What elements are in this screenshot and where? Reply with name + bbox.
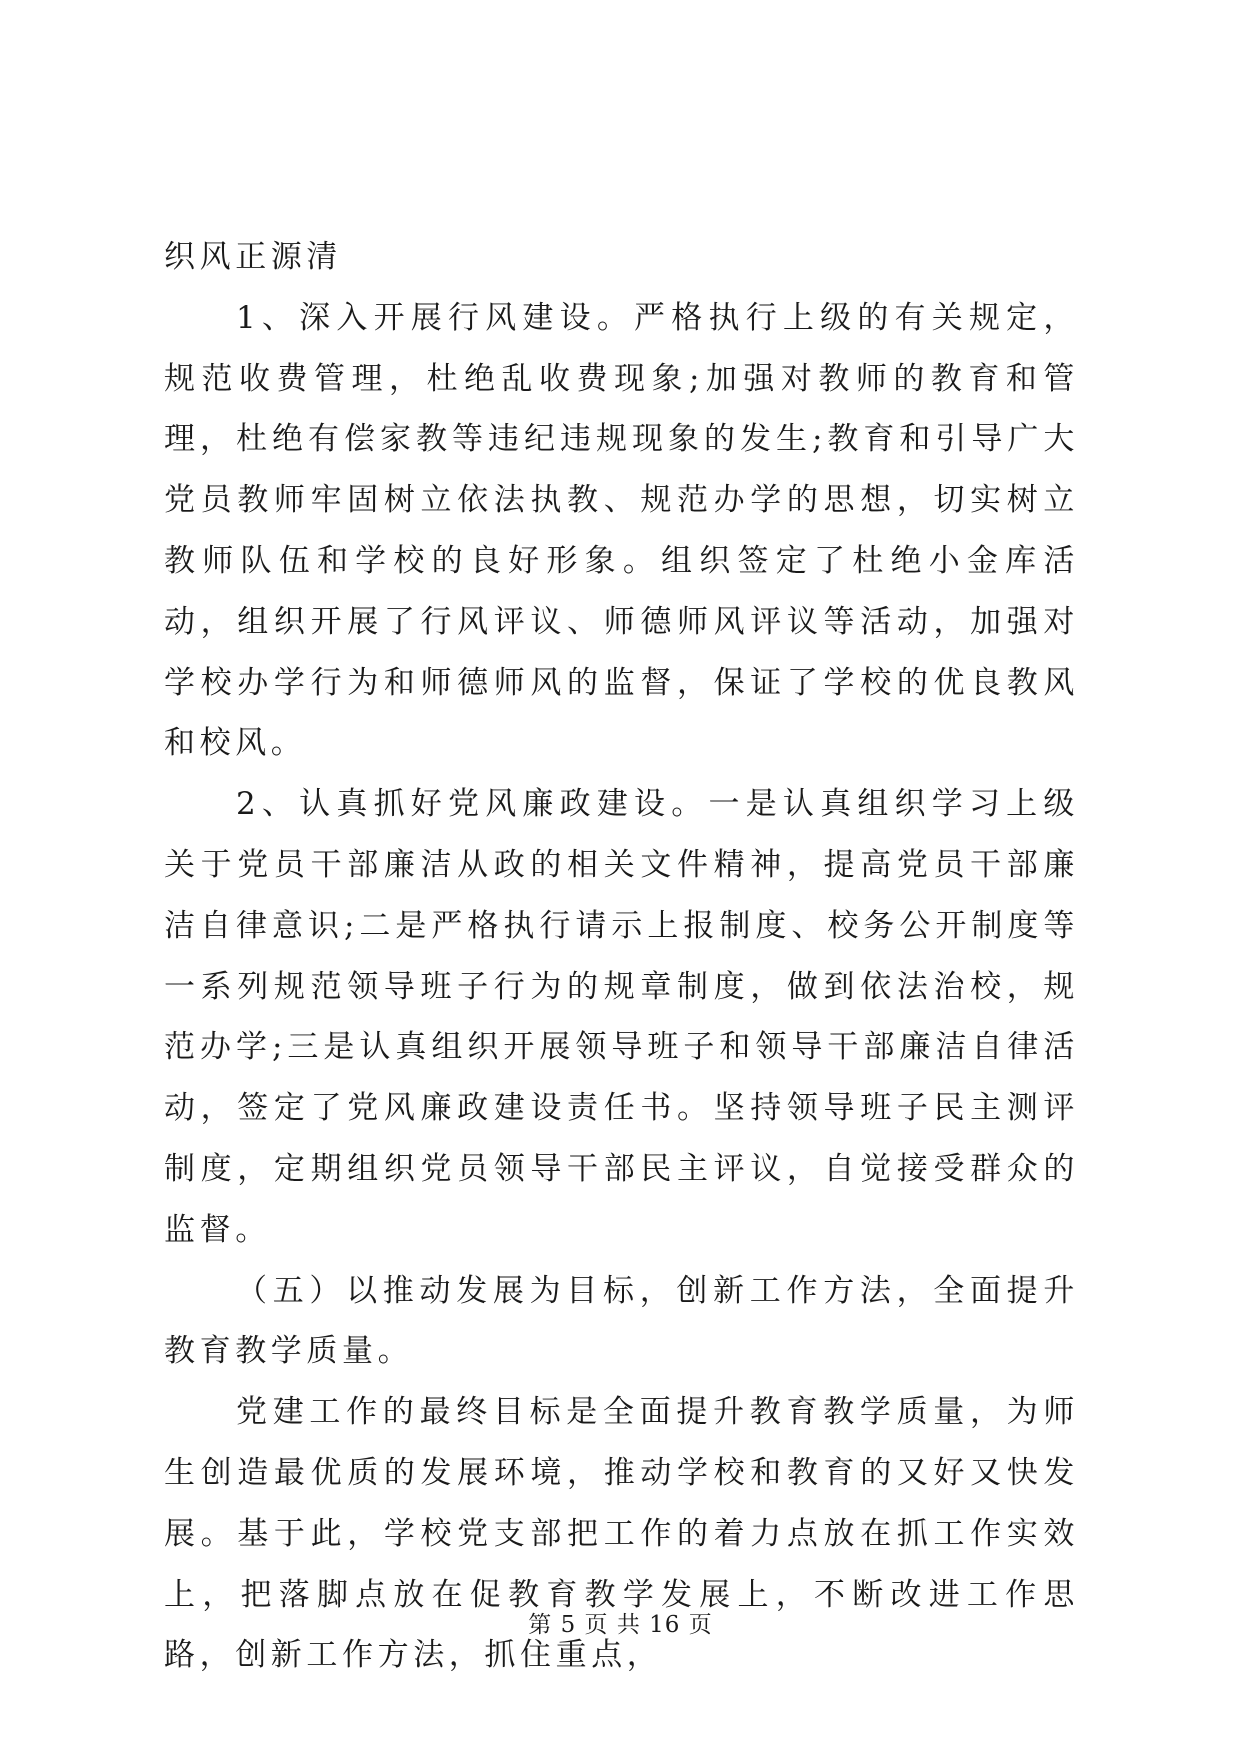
paragraph-continuation: 织风正源清 xyxy=(164,239,342,275)
section-heading-five: （五）以推动发展为目标，创新工作方法，全面提升教育教学质量。 xyxy=(164,1272,1079,1370)
document-body xyxy=(164,227,1079,1686)
paragraph-quality-goal: 党建工作的最终目标是全面提升教育教学质量，为师生创造最优质的发展环境，推动学校和教育的又好又快发展。基于此，学校党支部把工作的着力点放在抓工作实效上，把落脚点放在促教育教学发展上，不断改进工作思路，创新工作方法，抓住重点， xyxy=(164,1394,1079,1674)
page-number: 第 5 页 共 16 页 xyxy=(528,1612,713,1638)
paragraph-conduct-building: 1、深入开展行风建设。严格执行上级的有关规定，规范收费管理，杜绝乱收费现象;加强对教师的教育和管理，杜绝有偿家教等违纪违规现象的发生;教育和引导广大党员教师牢固树立依法执教、规范办学的思想，切实树立教师队伍和学校的良好形象。组织签定了杜绝小金库活动，组织开展了行风评议、师德师风评议等活动，加强对学校办学行为和师德师风的监督，保证了学校的优良教风和校风。 xyxy=(164,299,1079,762)
paragraph-integrity-building: 2、认真抓好党风廉政建设。一是认真组织学习上级关于党员干部廉洁从政的相关文件精神，提高党员干部廉洁自律意识;二是严格执行请示上报制度、校务公开制度等一系列规范领导班子行为的规章制度，做到依法治校，规范办学;三是认真组织开展领导班子和领导干部廉洁自律活动，签定了党风廉政建设责任书。坚持领导班子民主测评制度，定期组织党员领导干部民主评议，自觉接受群众的监督。 xyxy=(164,786,1079,1248)
page-footer xyxy=(0,1610,1241,1640)
